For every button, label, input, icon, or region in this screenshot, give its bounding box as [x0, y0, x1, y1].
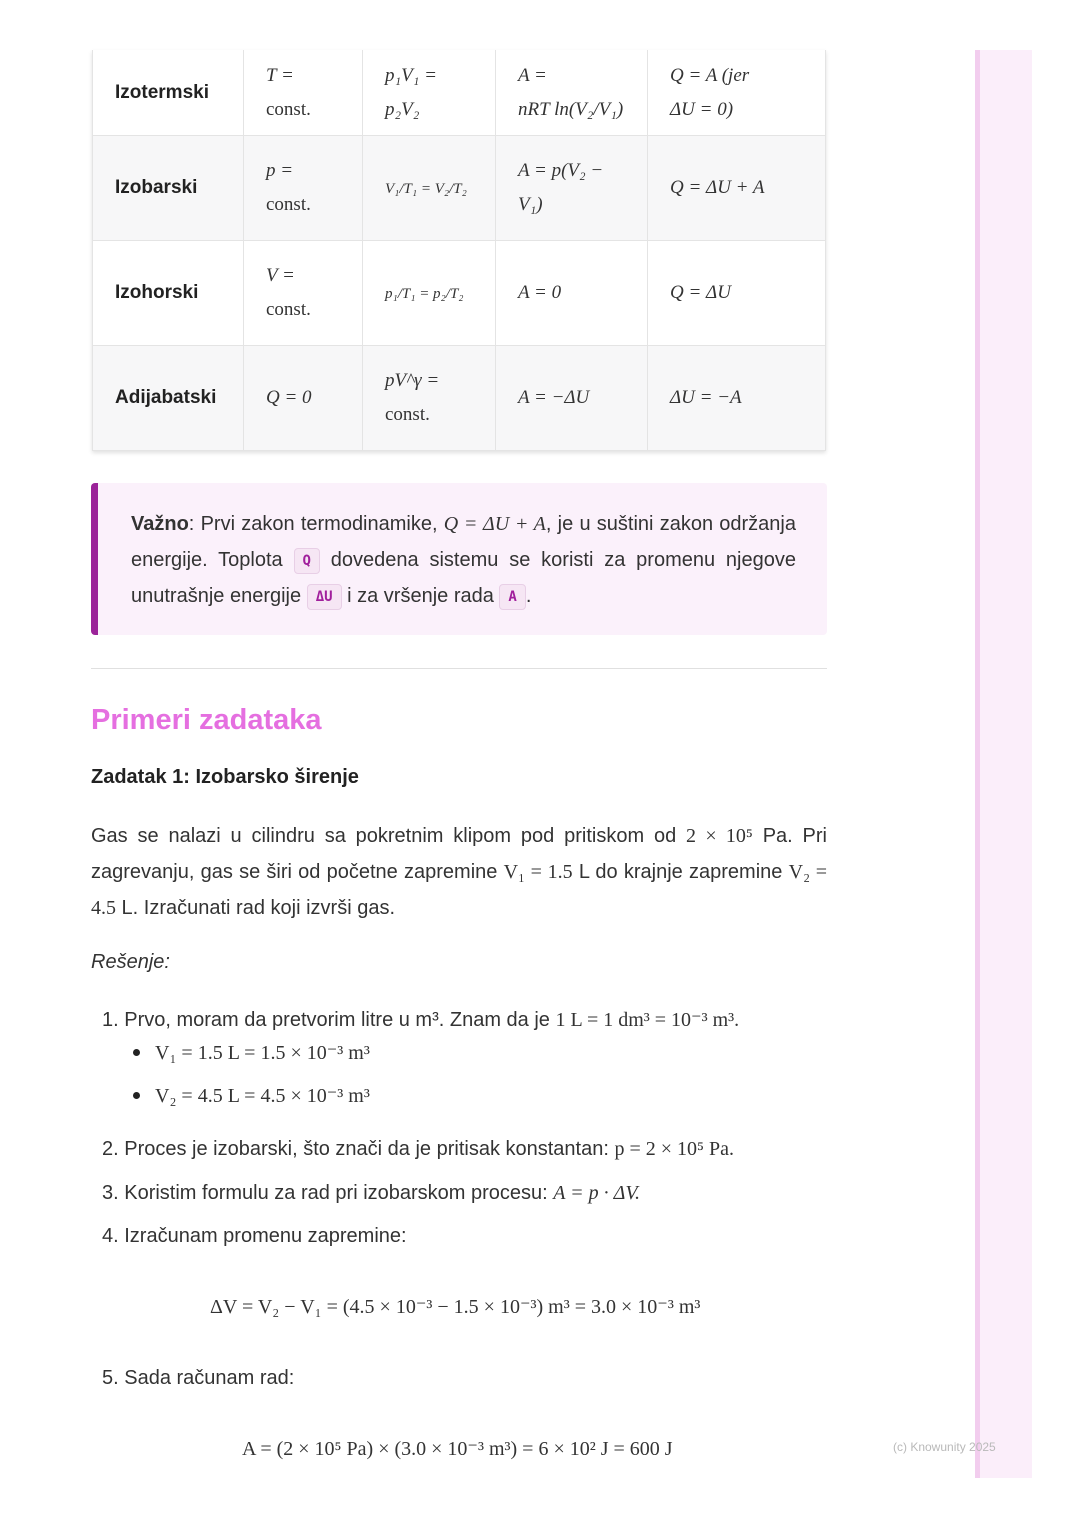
cell-line: const.	[266, 299, 311, 320]
cell-line: const.	[266, 98, 311, 120]
table-row	[93, 50, 826, 136]
heat-cell	[648, 346, 826, 451]
callout-part: dovedena sistemu se koristi za promenu njegove unutrašnje energije	[131, 549, 796, 607]
step-4	[102, 1225, 407, 1248]
cell-line: Q = ΔU + A	[670, 177, 765, 198]
step-3	[102, 1182, 640, 1205]
callout-part: .	[525, 585, 532, 607]
process-name: Adijabatski	[93, 346, 244, 451]
task-part: L do krajnje zapremine	[572, 861, 789, 883]
cell-line: ΔU = −A	[670, 387, 742, 408]
list-item	[133, 1083, 370, 1108]
step-math: A = p · ΔV.	[553, 1182, 641, 1204]
code-pill-delta-u: ΔU	[307, 584, 342, 610]
heat-cell	[648, 241, 826, 346]
table-row	[93, 241, 826, 346]
work-cell	[496, 346, 648, 451]
task-v1: V₁ = 1.5	[503, 861, 573, 883]
code-pill-q: Q	[294, 548, 320, 574]
task-part: L. Izračunati rad koji izvrši gas.	[116, 897, 395, 919]
bullet-dot	[133, 1092, 140, 1099]
cell-line: p₁V₁ =	[385, 64, 437, 86]
cell-line: A = −ΔU	[518, 387, 590, 408]
step-1	[102, 1007, 739, 1032]
law-cell	[363, 50, 496, 136]
callout-label: Važno	[131, 513, 189, 535]
bullet-dot	[133, 1049, 140, 1056]
side-decor-line	[975, 50, 980, 1478]
cell-line: nRT ln(V₂/V₁)	[518, 98, 624, 120]
law-cell	[363, 136, 496, 241]
cell-line: V =	[266, 265, 295, 286]
bullet-math: V₂ = 4.5 L = 4.5 × 10⁻³ m³	[155, 1085, 370, 1107]
cell-line: V₁)	[518, 194, 543, 215]
cell-line: A = p(V₂ −	[518, 160, 604, 181]
callout-text	[131, 506, 796, 614]
cell-line: Q = 0	[266, 387, 312, 408]
condition-cell	[244, 241, 363, 346]
cell-line: p₂V₂	[385, 98, 420, 120]
list-item	[133, 1040, 370, 1065]
task-pressure: 2 × 10⁵	[686, 825, 753, 847]
task-v2: V₂ = 4.5	[91, 861, 827, 919]
equation-delta-v: ΔV = V₂ − V₁ = (4.5 × 10⁻³ − 1.5 × 10⁻³) m³ = 3.0 × 10⁻³ m³	[210, 1296, 701, 1318]
equation-work: A = (2 × 10⁵ Pa) × (3.0 × 10⁻³ m³) = 6 × 10² J = 600 J	[242, 1438, 673, 1460]
law-cell	[363, 346, 496, 451]
process-name: Izohorski	[93, 241, 244, 346]
section-title: Primeri zadataka	[91, 704, 322, 736]
cell-line: p₁/T₁ = p₂/T₂	[385, 286, 464, 302]
process-name: Izotermski	[93, 50, 244, 136]
cell-line: A =	[518, 64, 547, 86]
cell-line: const.	[266, 194, 311, 215]
code-pill-a: A	[499, 584, 525, 610]
callout-part: , je u suštini zakon održanja energije. Toplota	[131, 513, 796, 571]
condition-cell	[244, 50, 363, 136]
cell-line: ΔU = 0)	[670, 98, 734, 120]
watermark: (c) Knowunity 2025	[893, 1440, 996, 1454]
cell-line: T =	[266, 64, 294, 86]
cell-line: V₁/T₁ = V₂/T₂	[385, 181, 467, 197]
task-part: Pa. Pri zagrevanju, gas se širi od početne zapremine	[91, 825, 827, 883]
work-cell	[496, 136, 648, 241]
cell-line: p =	[266, 160, 294, 181]
cell-line: pV^γ =	[385, 370, 440, 391]
processes-table	[92, 50, 826, 451]
work-cell	[496, 50, 648, 136]
work-cell	[496, 241, 648, 346]
table-row	[93, 346, 826, 451]
process-name: Izobarski	[93, 136, 244, 241]
task-title: Zadatak 1: Izobarsko širenje	[91, 766, 359, 788]
step-5	[102, 1367, 294, 1390]
step-text: 1. Prvo, moram da pretvorim litre u m³. Znam da je	[102, 1009, 556, 1031]
section-divider	[91, 668, 827, 669]
task-part: Gas se nalazi u cilindru sa pokretnim klipom pod pritiskom od	[91, 825, 687, 847]
step-text: 2. Proces je izobarski, što znači da je pritisak konstantan:	[102, 1138, 615, 1160]
callout-formula: Q = ΔU + A	[443, 513, 546, 535]
side-decor-strip	[975, 50, 1032, 1478]
solution-label: Rešenje:	[91, 951, 170, 973]
condition-cell	[244, 346, 363, 451]
task-text	[91, 818, 827, 926]
step-text: 4. Izračunam promenu zapremine:	[102, 1225, 407, 1247]
step-math: 1 L = 1 dm³ = 10⁻³ m³.	[555, 1009, 740, 1031]
condition-cell	[244, 136, 363, 241]
law-cell	[363, 241, 496, 346]
step-2	[102, 1138, 734, 1161]
step-math: p = 2 × 10⁵ Pa.	[614, 1138, 735, 1160]
cell-line: const.	[385, 404, 430, 425]
step-text: 5. Sada računam rad:	[102, 1367, 295, 1389]
callout-part: : Prvi zakon termodinamike,	[188, 513, 444, 535]
cell-line: A = 0	[518, 282, 562, 303]
bullet-math: V₁ = 1.5 L = 1.5 × 10⁻³ m³	[155, 1042, 370, 1064]
callout-part: i za vršenje rada	[341, 585, 500, 607]
cell-line: Q = A (jer	[670, 64, 750, 86]
step-text: 3. Koristim formulu za rad pri izobarskom procesu:	[102, 1182, 554, 1204]
table-row	[93, 136, 826, 241]
heat-cell	[648, 50, 826, 136]
cell-line: Q = ΔU	[670, 282, 731, 303]
heat-cell	[648, 136, 826, 241]
